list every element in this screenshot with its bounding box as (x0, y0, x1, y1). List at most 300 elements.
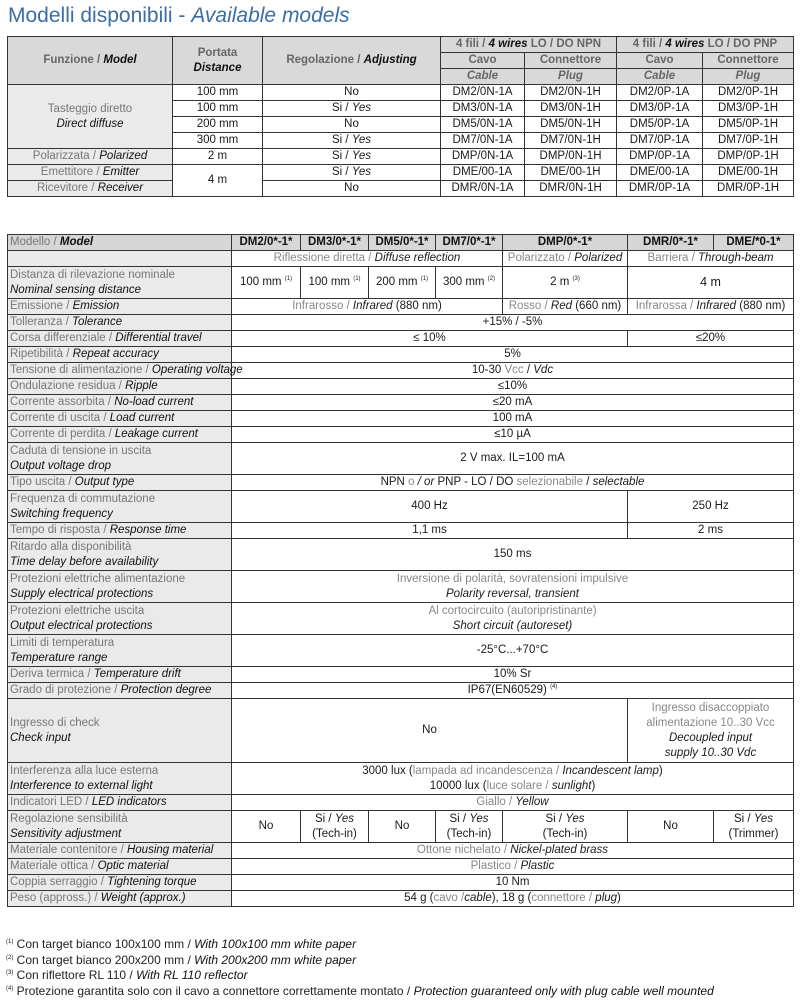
group-direct-en: Direct diffuse (56, 117, 124, 130)
separator: / (583, 476, 593, 488)
label-time-delay (8, 539, 232, 571)
label-en: Temperature drift (93, 668, 181, 680)
model-dm2: DM2/0*-1* (232, 235, 301, 251)
sens-dm2: No (232, 811, 301, 843)
value-it: connettore / (531, 892, 596, 904)
emission-infrared (232, 299, 503, 315)
label-it: Tipo uscita / (10, 476, 75, 488)
label-en: Check input (10, 731, 71, 744)
title-italian: Modelli disponibili (8, 4, 173, 27)
label-en: Housing material (126, 844, 214, 856)
label-en: Weight (approx.) (100, 892, 186, 904)
emission-infrared-beam (628, 299, 794, 315)
footnote-mark: (3) (6, 970, 14, 977)
header-distance-it: Portata (197, 46, 238, 59)
label-output-voltage-drop (8, 443, 232, 475)
model-dm3: DM3/0*-1* (301, 235, 369, 251)
value: 100 mm (239, 276, 282, 288)
label-it: Interferenza alla luce esterna (10, 764, 159, 777)
header-cable-en: Cable (617, 69, 703, 85)
label-leakage-current (8, 427, 232, 443)
value: 3000 lux ( (362, 764, 413, 777)
optic-value (232, 859, 794, 875)
subheader-polarized (503, 251, 628, 267)
adjust-it: No (344, 118, 359, 130)
adjust-cell (263, 149, 441, 165)
check-value-b (628, 699, 794, 763)
label-temperature-drift (8, 667, 232, 683)
label-external-light (8, 763, 232, 795)
temp-value: -25°C...+70°C (232, 635, 794, 667)
footnote-ref: (2) (487, 276, 496, 283)
label-en: Nominal sensing distance (10, 283, 142, 296)
label-differential-travel (8, 331, 232, 347)
table-row (8, 165, 794, 181)
label-it: Tensione di alimentazione / (10, 364, 152, 376)
value-en: Nickel-plated brass (510, 844, 609, 856)
value-en: Yes (334, 812, 354, 825)
group-direct-it: Tasteggio diretto (47, 102, 133, 115)
table-row (8, 763, 794, 795)
label-it: Protezioni elettriche alimentazione (10, 572, 186, 585)
group-receiver-en: Receiver (97, 182, 144, 194)
value-it: Si / (449, 812, 470, 825)
label-no-load-current (8, 395, 232, 411)
value-en: selectable (592, 476, 645, 488)
emission-red (503, 299, 628, 315)
value-it: Rosso / (508, 300, 551, 312)
table-row (8, 363, 794, 379)
label-housing-material (8, 843, 232, 859)
label-supply-protections (8, 571, 232, 603)
value-en: Decoupled input (668, 731, 753, 744)
table-row (8, 811, 794, 843)
header-function-en: Model (103, 54, 137, 66)
label-en: Operating voltage (151, 364, 243, 376)
pnp-cable-cell: DM2/0P-1A (617, 85, 703, 101)
value: (Tech-in) (446, 827, 492, 840)
supply-value (232, 571, 794, 603)
footnote-en: With 100x100 mm white paper (194, 937, 357, 951)
sens-dm5: No (369, 811, 436, 843)
value: ), 18 g ( (491, 892, 532, 904)
value: ) (658, 764, 663, 777)
label-it: Corrente di uscita / (10, 412, 110, 424)
value: NPN (380, 476, 409, 488)
label-en: Switching frequency (10, 507, 113, 520)
led-value (232, 795, 794, 811)
model-dm5: DM5/0*-1* (369, 235, 436, 251)
adjust-it: Si / (332, 166, 352, 178)
value-it: Al cortocircuito (autoripristinante) (428, 604, 597, 617)
label-tightening-torque (8, 875, 232, 891)
footnote-mark: (2) (6, 954, 14, 961)
page-title (8, 4, 350, 28)
adjust-en: Yes (351, 166, 371, 178)
model-dmr: DMR/0*-1* (628, 235, 714, 251)
value: (880 nm) (392, 300, 442, 312)
footnote-ref: (1) (284, 276, 293, 283)
footnote-en: Protection guaranteed only with plug cable well mounted (413, 983, 714, 998)
header-pnp-rest: LO / DO PNP (704, 38, 778, 50)
model-header-en: Model (59, 236, 94, 248)
label-en: Tightening torque (107, 876, 197, 888)
value: PNP - LO / DO (437, 476, 517, 488)
footnotes (6, 937, 714, 999)
pnp-plug-cell: DMR/0P-1H (703, 181, 794, 197)
label-en: Repeat accuracy (72, 348, 159, 360)
pnp-cable-cell: DM3/0P-1A (617, 101, 703, 117)
table-row (8, 347, 794, 363)
value-en: sunlight (551, 779, 592, 792)
value-it: luce solare / (486, 779, 552, 792)
housing-value (232, 843, 794, 859)
group-polarized (8, 149, 173, 165)
drop-value: 2 V max. IL=100 mA (232, 443, 794, 475)
footnote-ref: (4) (550, 684, 558, 691)
footnote-2 (6, 953, 714, 969)
header-pnp-en: 4 wires (665, 38, 705, 50)
group-emitter (8, 165, 173, 181)
delay-value: 150 ms (232, 539, 794, 571)
freq-value-a: 400 Hz (232, 491, 628, 523)
footnote-it: Protezione garantita solo con il cavo a connettore correttamente montato / (13, 983, 414, 998)
sensing-dm5 (369, 267, 436, 299)
table-row (8, 427, 794, 443)
pnp-plug-cell: DM3/0P-1H (703, 101, 794, 117)
sub-diffuse-it: Riflessione diretta / (273, 252, 375, 264)
value-en: / or (414, 476, 438, 488)
value: 300 mm (442, 276, 485, 288)
distance-cell: 2 m (173, 149, 263, 165)
label-it: Corrente assorbita / (10, 396, 115, 408)
models-table (7, 36, 794, 197)
value-it: selezionabile (516, 476, 584, 488)
label-en: Response time (109, 524, 187, 536)
empty-label (8, 251, 232, 267)
npn-cable-cell: DM2/0N-1A (441, 85, 525, 101)
value: 200 mm (375, 276, 418, 288)
sens-dmr: No (628, 811, 714, 843)
table-row (8, 875, 794, 891)
torque-value: 10 Nm (232, 875, 794, 891)
label-it: Coppia serraggio / (10, 876, 108, 888)
model-header (8, 235, 232, 251)
label-optic-material (8, 859, 232, 875)
label-en: Output type (74, 476, 135, 488)
npn-plug-cell: DM2/0N-1H (525, 85, 617, 101)
footnote-en: With RL 110 reflector (136, 968, 248, 983)
group-receiver (8, 181, 173, 197)
leak-value: ≤10 µA (232, 427, 794, 443)
value-it: cavo / (433, 892, 465, 904)
label-it: Ripetibilità / (10, 348, 73, 360)
footnote-it: Con target bianco 100x100 mm / (13, 937, 195, 951)
repeat-value: 5% (232, 347, 794, 363)
label-it: Emissione / (10, 300, 73, 312)
table-row (8, 843, 794, 859)
label-sensing-distance (8, 267, 232, 299)
ripple-value: ≤10% (232, 379, 794, 395)
value-en: Infrared (696, 300, 737, 312)
distance-cell: 100 mm (173, 85, 263, 101)
resp-value-b: 2 ms (628, 523, 794, 539)
header-adjusting (263, 37, 441, 85)
value: (Tech-in) (312, 827, 357, 840)
label-it: Distanza di rilevazione nominale (10, 268, 175, 281)
label-en: Time delay before availability (10, 555, 159, 568)
value-en: Red (550, 300, 573, 312)
label-en: Emission (72, 300, 120, 312)
label-en: Temperature range (10, 651, 108, 664)
npn-cable-cell: DM5/0N-1A (441, 117, 525, 133)
check-value-a: No (232, 699, 628, 763)
table-row (8, 603, 794, 635)
adjust-cell (263, 181, 441, 197)
group-emitter-it: Emettitore / (40, 166, 103, 178)
footnote-it: Con target bianco 200x200 mm / (13, 952, 195, 967)
footnote-ref: (1) (420, 276, 429, 283)
table-row (8, 267, 794, 299)
label-emission (8, 299, 232, 315)
label-en: Leakage current (114, 428, 198, 440)
label-it: Regolazione sensibilità (10, 812, 128, 825)
table-row (8, 251, 794, 267)
label-weight (8, 891, 232, 907)
adjust-cell (263, 165, 441, 181)
sub-beam-en: Through-beam (698, 252, 774, 264)
value-it: alimentazione 10..30 Vcc (646, 716, 775, 729)
table-row (8, 523, 794, 539)
value: (Tech-in) (542, 827, 588, 840)
header-function (8, 37, 173, 85)
freq-value-b: 250 Hz (628, 491, 794, 523)
footnote-mark: (1) (6, 939, 14, 945)
sub-beam-it: Barriera / (647, 252, 699, 264)
footnote-3 (6, 968, 714, 984)
header-npn-rest: LO / DO NPN (527, 38, 602, 50)
npn-cable-cell: DM7/0N-1A (441, 133, 525, 149)
npn-plug-cell: DME/00-1H (525, 165, 617, 181)
value: 2 m (550, 276, 570, 288)
value: 10000 lux ( (429, 779, 487, 792)
adjust-en: Yes (351, 134, 371, 146)
label-tolerance (8, 315, 232, 331)
label-load-current (8, 411, 232, 427)
distance-4m-cell: 4 m (173, 165, 263, 197)
table-row (8, 181, 794, 197)
header-cable-en: Cable (441, 69, 525, 85)
pnp-plug-cell: DM2/0P-1H (703, 85, 794, 101)
header-adjust-it: Regolazione / (286, 54, 364, 66)
pnp-cable-cell: DM7/0P-1A (617, 133, 703, 149)
title-english: Available models (191, 4, 350, 27)
footnote-4 (6, 984, 714, 1000)
value-it: Si / (734, 812, 754, 825)
table-row (8, 379, 794, 395)
value-it: Si / (545, 812, 566, 825)
label-en: Differential travel (115, 332, 202, 344)
pnp-plug-cell: DM7/0P-1H (703, 133, 794, 149)
voltage-value (232, 363, 794, 379)
value-en: Vdc (533, 364, 554, 376)
value: 54 g ( (404, 892, 434, 904)
header-npn (441, 37, 617, 53)
label-en: Output voltage drop (10, 459, 112, 472)
label-ripple (8, 379, 232, 395)
weight-value (232, 891, 794, 907)
header-adjust-en: Adjusting (363, 54, 417, 66)
label-en: Ripple (125, 380, 158, 392)
npn-cable-cell: DMR/0N-1A (441, 181, 525, 197)
header-plug-it: Connettore (525, 53, 617, 69)
outprot-value (232, 603, 794, 635)
model-dmp: DMP/0*-1* (503, 235, 628, 251)
sensing-dm3 (301, 267, 369, 299)
label-output-type (8, 475, 232, 491)
sub-diffuse-en: Diffuse reflection (374, 252, 461, 264)
sens-dm7 (436, 811, 503, 843)
adjust-cell (263, 85, 441, 101)
value-it: Inversione di polarità, sovratensioni impulsive (396, 572, 629, 585)
label-it: Ondulazione residua / (10, 380, 126, 392)
value-en: Yes (565, 812, 585, 825)
label-check-input (8, 699, 232, 763)
header-npn-en: 4 wires (488, 38, 528, 50)
label-protection-degree (8, 683, 232, 699)
label-it: Caduta di tensione in uscita (10, 444, 152, 457)
pnp-cable-cell: DMR/0P-1A (617, 181, 703, 197)
npn-cable-cell: DM3/0N-1A (441, 101, 525, 117)
group-polarized-en: Polarized (99, 150, 148, 162)
label-output-protections (8, 603, 232, 635)
sensing-dm2 (232, 267, 301, 299)
sub-polarized-en: Polarized (574, 252, 623, 264)
output-type-value (232, 475, 794, 491)
label-response-time (8, 523, 232, 539)
npn-cable-cell: DME/00-1A (441, 165, 525, 181)
travel-value-a: ≤ 10% (232, 331, 628, 347)
table-row (8, 149, 794, 165)
adjust-cell (263, 133, 441, 149)
footnote-en: With 200x200 mm white paper (194, 952, 357, 967)
label-en: Protection degree (120, 684, 212, 696)
table-row (8, 667, 794, 683)
sensing-dm7 (436, 267, 503, 299)
subheader-through-beam (628, 251, 794, 267)
value: (660 nm) (572, 300, 622, 312)
label-temperature-range (8, 635, 232, 667)
npn-plug-cell: DMR/0N-1H (525, 181, 617, 197)
value-en: supply 10..30 Vdc (664, 746, 757, 759)
footnote-mark: (4) (6, 985, 14, 992)
adjust-it: Si / (332, 150, 352, 162)
label-it: Protezioni elettriche uscita (10, 604, 145, 617)
table-row (8, 395, 794, 411)
label-en: Optic material (97, 860, 169, 872)
label-it: Materiale contenitore / (10, 844, 127, 856)
header-pnp (617, 37, 794, 53)
value: (880 nm) (736, 300, 786, 312)
label-en: Output electrical protections (10, 619, 153, 632)
table-row (8, 299, 794, 315)
value-en: cable (464, 892, 492, 904)
label-it: Grado di protezione / (10, 684, 121, 696)
value: 10-30 (471, 364, 505, 376)
group-receiver-it: Ricevitore / (36, 182, 98, 194)
group-polarized-it: Polarizzata / (32, 150, 100, 162)
table-row (8, 571, 794, 603)
model-dme: DME/*0-1* (714, 235, 794, 251)
label-it: Corsa differenziale / (10, 332, 116, 344)
table-row (8, 539, 794, 571)
table-row (8, 891, 794, 907)
value-en: Incandescent lamp (562, 764, 659, 777)
table-row (8, 635, 794, 667)
group-direct-diffuse (8, 85, 173, 149)
value: 100 mm (308, 276, 350, 288)
adjust-cell (263, 117, 441, 133)
table-row (8, 475, 794, 491)
table-row (8, 699, 794, 763)
table-row (8, 331, 794, 347)
label-it: Ingresso di check (10, 716, 100, 729)
value-it: Ottone nichelato / (416, 844, 511, 856)
degree-value (232, 683, 794, 699)
label-sensitivity-adjustment (8, 811, 232, 843)
table-row (8, 235, 794, 251)
table-row (8, 795, 794, 811)
label-it: Ritardo alla disponibilità (10, 540, 132, 553)
separator: / (523, 364, 534, 376)
value-it: Vcc (504, 364, 524, 376)
value: ) (617, 892, 621, 904)
value-en: Infrared (352, 300, 393, 312)
label-en: Sensitivity adjustment (10, 827, 122, 840)
sens-dmp (503, 811, 628, 843)
travel-value-b: ≤20% (628, 331, 794, 347)
value-it: Infrarossa / (635, 300, 697, 312)
label-switching-frequency (8, 491, 232, 523)
value-en: plug (595, 892, 618, 904)
title-separator: - (172, 4, 192, 27)
sub-polarized-it: Polarizzato / (507, 252, 575, 264)
table-row (8, 859, 794, 875)
value-en: Short circuit (autoreset) (452, 619, 573, 632)
label-repeat-accuracy (8, 347, 232, 363)
value: (Trimmer) (728, 827, 779, 840)
subheader-diffuse (232, 251, 503, 267)
label-it: Tempo di risposta / (10, 524, 110, 536)
resp-value-a: 1,1 ms (232, 523, 628, 539)
footnote-it: Con riflettore RL 110 / (13, 968, 137, 983)
adjust-it: Si / (332, 134, 352, 146)
value-it: lampada ad incandescenza / (412, 764, 563, 777)
value-it: Si / (315, 812, 335, 825)
sens-dme (714, 811, 794, 843)
sensing-beam: 4 m (628, 267, 794, 299)
pnp-plug-cell: DME/00-1H (703, 165, 794, 181)
footnote-ref: (1) (353, 276, 361, 283)
specs-table (7, 234, 794, 907)
pnp-plug-cell: DMP/0P-1H (703, 149, 794, 165)
npn-plug-cell: DM3/0N-1H (525, 101, 617, 117)
value-en: Polarity reversal, transient (446, 587, 579, 600)
header-cable-it: Cavo (441, 53, 525, 69)
noload-value: ≤20 mA (232, 395, 794, 411)
pnp-cable-cell: DME/00-1A (617, 165, 703, 181)
header-distance (173, 37, 263, 85)
